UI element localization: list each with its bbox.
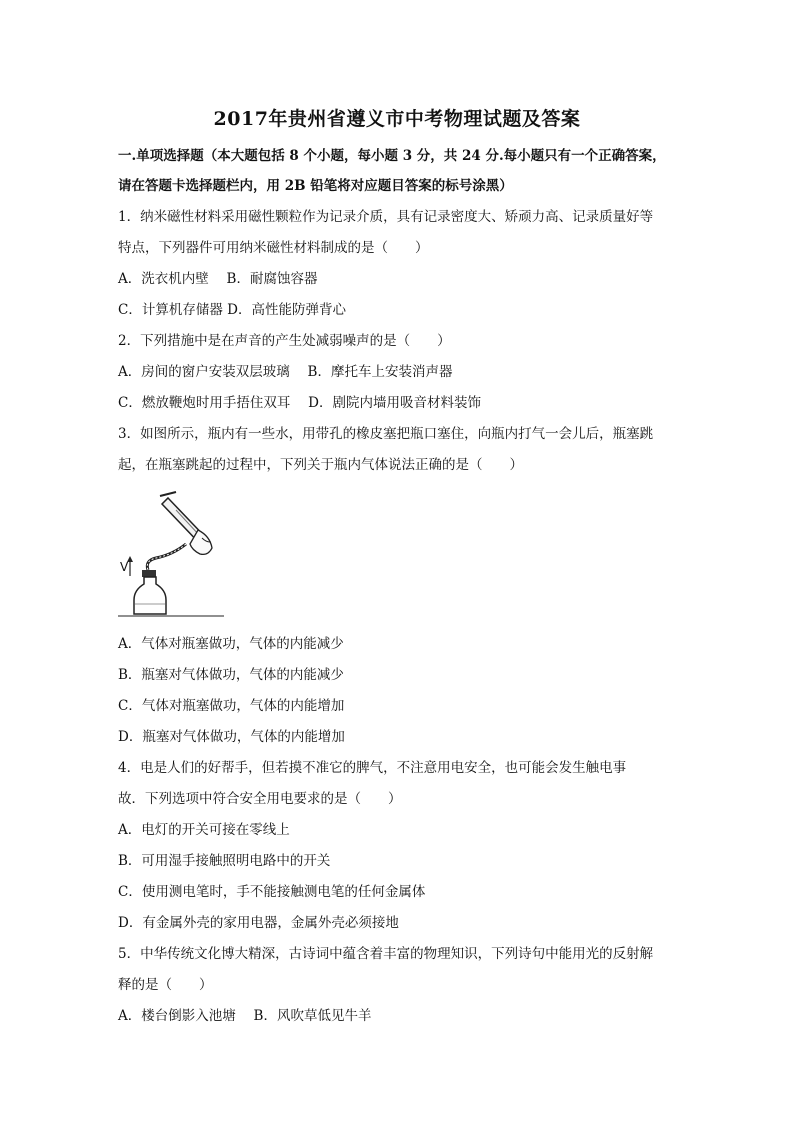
q1-stem-line-1: 1．纳米磁性材料采用磁性颗粒作为记录介质，具有记录密度大、矫顽力高、记录质量好等	[118, 209, 654, 225]
q4-stem-line-1: 4．电是人们的好帮手，但若摸不准它的脾气，不注意用电安全，也可能会发生触电事	[118, 760, 627, 776]
q5-stem-line-1: 5．中华传统文化博大精深，古诗词中蕴含着丰富的物理知识，下列诗句中能用光的反射解	[118, 946, 654, 962]
q1-option-ab: A．洗衣机内壁 B．耐腐蚀容器	[118, 271, 318, 287]
q2-stem: 2．下列措施中是在声音的产生处减弱噪声的是（ ）	[118, 333, 451, 349]
q3-option-d: D．瓶塞对气体做功，气体的内能增加	[118, 729, 345, 745]
q4-option-d: D．有金属外壳的家用电器，金属外壳必须接地	[118, 915, 399, 931]
q3-option-a: A．气体对瓶塞做功，气体的内能减少	[118, 636, 344, 652]
q1-option-cd: C．计算机存储器 D．高性能防弹背心	[118, 302, 346, 318]
q2-option-ab: A．房间的窗户安装双层玻璃 B．摩托车上安装消声器	[118, 364, 453, 380]
q4-option-b: B．可用湿手接触照明电路中的开关	[118, 853, 331, 869]
q5-option-ab: A．楼台倒影入池塘 B．风吹草低见牛羊	[118, 1008, 372, 1024]
q3-stem-line-1: 3．如图所示，瓶内有一些水，用带孔的橡皮塞把瓶口塞住，向瓶内打气一会儿后，瓶塞跳	[118, 426, 654, 442]
section-header-line-2: 请在答题卡选择题栏内，用 2B 铅笔将对应题目答案的标号涂黑）	[118, 178, 513, 194]
velocity-label: V	[120, 560, 129, 574]
q3-option-b: B．瓶塞对气体做功，气体的内能减少	[118, 667, 344, 683]
q4-option-c: C．使用测电笔时，手不能接触测电笔的任何金属体	[118, 884, 426, 900]
q3-option-c: C．气体对瓶塞做功，气体的内能增加	[118, 698, 345, 714]
document-title: 2017年贵州省遵义市中考物理试题及答案	[213, 108, 581, 130]
q5-stem-line-2: 释的是（ ）	[118, 977, 213, 993]
section-header-line-1: 一.单项选择题（本大题包括 8 个小题，每小题 3 分，共 24 分.每小题只有一个正确答案，	[118, 148, 666, 164]
pump-bottle-figure	[118, 486, 224, 620]
q4-stem-line-2: 故．下列选项中符合安全用电要求的是（ ）	[118, 791, 402, 807]
q4-option-a: A．电灯的开关可接在零线上	[118, 822, 290, 838]
q2-option-cd: C．燃放鞭炮时用手捂住双耳 D．剧院内墙用吸音材料装饰	[118, 395, 481, 411]
q3-stem-line-2: 起，在瓶塞跳起的过程中，下列关于瓶内气体说法正确的是（ ）	[118, 457, 523, 473]
q1-stem-line-2: 特点，下列器件可用纳米磁性材料制成的是（ ）	[118, 240, 429, 256]
pump-bottle-illustration	[118, 486, 224, 620]
